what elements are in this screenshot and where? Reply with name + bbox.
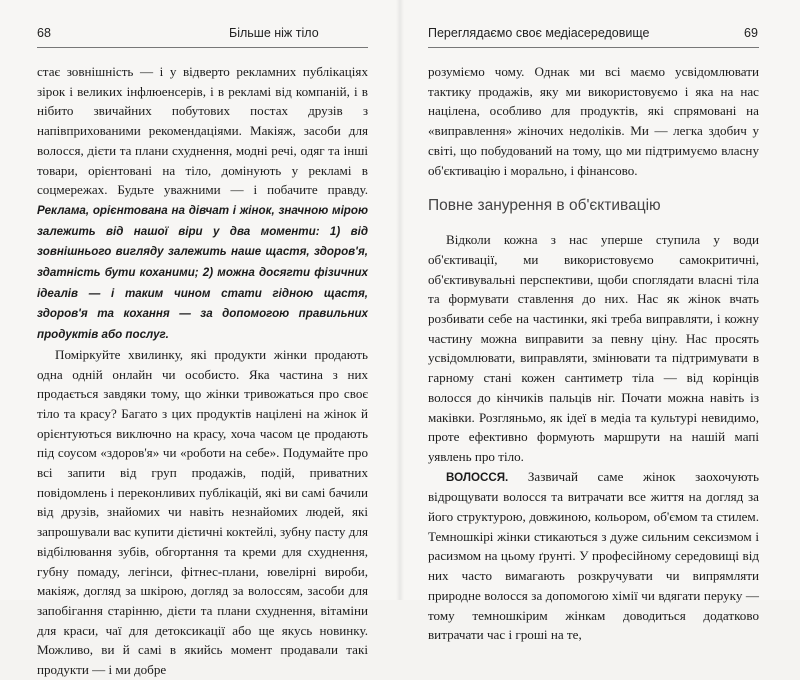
left-paragraph-1 [37,62,368,345]
running-title-right: Переглядаємо своє медіасередовище [428,26,650,40]
hair-lead-word: ВОЛОССЯ. [446,470,509,484]
right-paragraph-2: Відколи кожна з нас уперше ступила у води об'єктивації, ми використовуємо самокритичні, об'єктивувальні перспективи, щоби споглядати власні тіла та формувати ставлення до них. Нас як жінок вчать розбивати себе на частинки, які треба виправляти, і кожну частину можна виправити за певну ціну. Нас просять усвідомлювати, виправляти, змінювати та підтримувати в гарному стані кожен сантиметр тіла — від корінців волосся до кінчиків пальців ніг. Почати можна навіть із маківки. Розгляньмо, як ідеї в медіа та культурі невидимо, проте ефективно формують маршрути на нашій мапі уявлень про тіло. [428,232,759,464]
left-paragraph-1-text: стає зовнішність — і у відверто рекламних публікаціях зірок і великих інфлюенсерів, і в рекламі від компаній, і в нібито звичайних побутових постах друзів з напівприхованими рекомендаціями. Макіяж, засоби для волосся, дієти та плани схуднення, модні речі, одяг та інші товари, орієнтовані на тіло, домінують у рекламі в соцмережах. Будьте уважними — і побачите правду. [37,64,368,198]
header-rule-right [428,47,759,48]
header-rule-left [37,47,368,48]
running-title-left: Більше ніж тіло [229,26,319,40]
left-paragraph-1-emphasis: Реклама, орієнтована на дівчат і жінок, значною мірою залежить від нашої віри у два моменти: 1) від зовнішнього вигляду залежить наше щастя, здоров'я, здатність бути коханими; 2) можна досягти фізичних ідеалів — і таким чином стати гідною щастя, здоров'я та кохання — за допомогою правильних продуктів або послуг. [37,203,368,342]
page-number-right: 69 [744,26,758,40]
right-paragraph-3-text: Зазвичай саме жінок заохочують відрощувати волосся та витрачати все життя на догляд за його структурою, довжиною, кольором, об'ємом та стилем. Темношкірі жінки стикаються з дуже сильним сексизмом і расизмом на цьому ґрунті. У професійному середовищі від них часто вимагають розкручувати чи випрямляти природне волосся за допомогою хімії чи вдягати перуку — тому темношкірим жінкам доводиться додатково витрачати час і гроші на те, [428,468,759,643]
left-paragraph-2: Поміркуйте хвилинку, які продукти жінки продають одна одній онлайн чи особисто. Яка частина з них продається завдяки тому, що жінки тривожаться про своє тіло та красу? Багато з цих продуктів націлені на жінок й орієнтуються виключно на красу, хоча часом це продають під соусом «здоров'я» чи «роботи на себе». Подумайте про всі запити від груп продажів, подій, приватних повідомлень і переконливих публікацій, які ви самі бачили від друзів, знайомих чи навіть незнайомих людей, які запрошували вас купити дієтичні коктейлі, зубну пасту для відбілювання зубів, обгортання та креми для схуднення, губну помаду, легінси, фітнес-плани, ювелірні вироби, макіяж, догляд за шкірою, догляд за волоссям, засоби для запобігання старінню, дієти та плани схуднення, вітаміни для краси, чаї для детоксикації або ще якусь новинку. Можливо, ви й самі в якийсь момент продавали такі продукти — і ми добре [37,346,368,678]
left-page-body [37,62,368,680]
right-paragraph-1: розуміємо чому. Однак ми всі маємо усвідомлювати тактику продажів, яку ми використовуємо і яка на нас націлена, особливо для продуктів, які спрямовані на «виправлення» жіночих недоліків. Ми — легка здобич у світі, що побудований на тому, що ми підтримуємо власну об'єктивацію і морально, і фінансово. [428,64,759,178]
section-heading: Повне занурення в об'єктивацію [428,197,661,215]
page-number-left: 68 [37,26,51,40]
right-paragraph-3 [428,467,759,645]
right-page-body [428,62,759,645]
